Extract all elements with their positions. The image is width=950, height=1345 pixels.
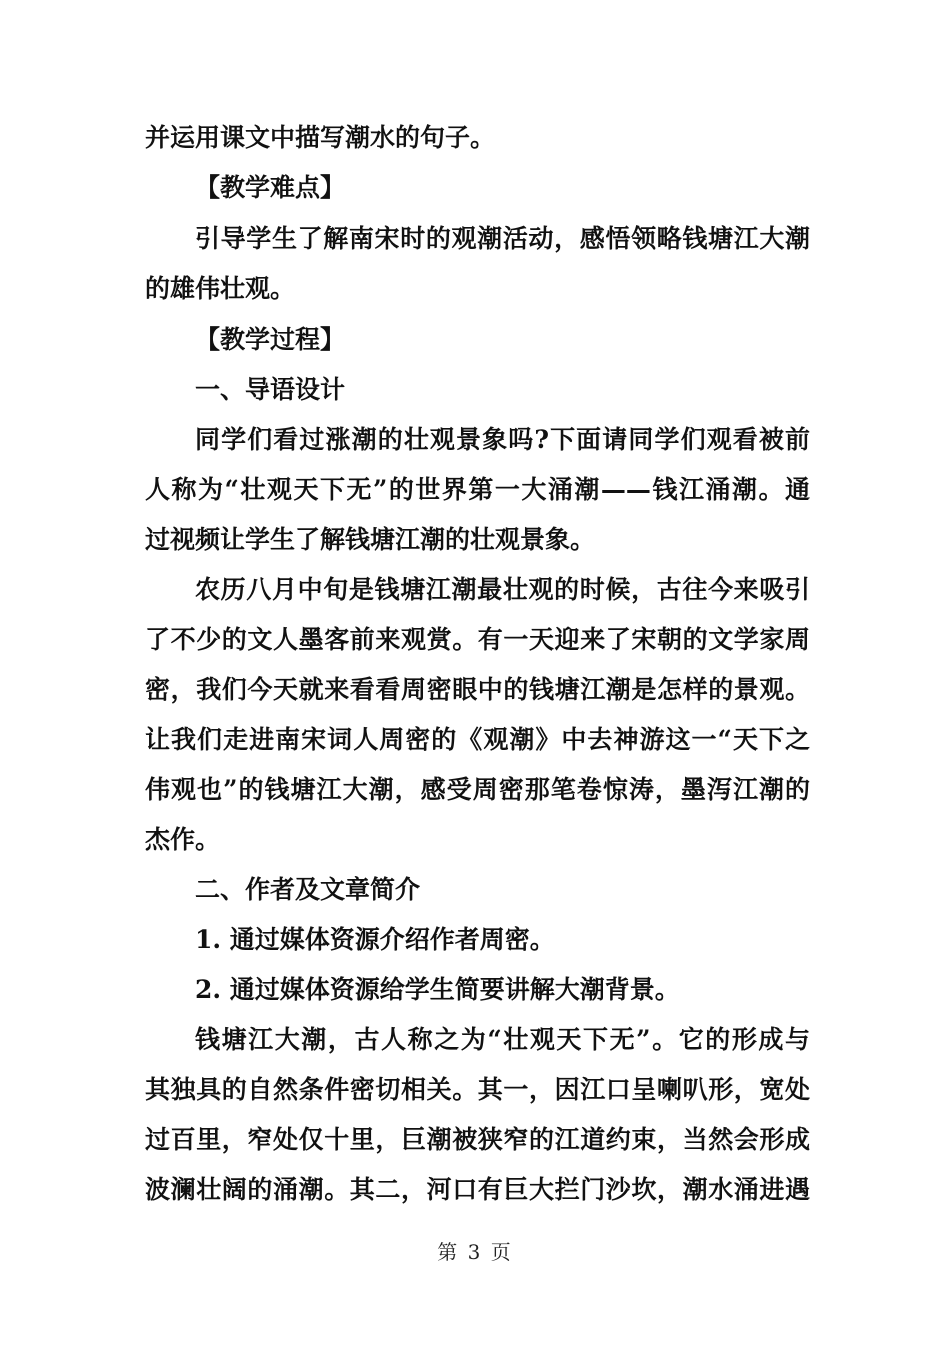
paragraph-line: 人称为“壮观天下无”的世界第一大涌潮——钱江涌潮。通: [145, 475, 810, 504]
paragraph-line: 了不少的文人墨客前来观赏。有一天迎来了宋朝的文学家周: [145, 625, 810, 654]
subsection-heading-author: 二、作者及文章简介: [195, 875, 421, 904]
paragraph-line: 引导学生了解南宋时的观潮活动，感悟领略钱塘江大潮: [195, 224, 810, 253]
paragraph-line: 杰作。: [145, 825, 221, 854]
list-item: 1. 通过媒体资源介绍作者周密。: [195, 925, 555, 954]
paragraph-line: 的雄伟壮观。: [145, 274, 296, 303]
paragraph-line: 农历八月中旬是钱塘江潮最壮观的时候，古往今来吸引: [195, 575, 810, 604]
paragraph-line: 其独具的自然条件密切相关。其一，因江口呈喇叭形，宽处: [145, 1075, 810, 1104]
paragraph-line: 让我们走进南宋词人周密的《观潮》中去神游这一“天下之: [145, 725, 810, 754]
paragraph-line: 过视频让学生了解钱塘江潮的壮观景象。: [145, 525, 596, 554]
paragraph-line: 同学们看过涨潮的壮观景象吗?下面请同学们观看被前: [195, 425, 810, 454]
paragraph-line: 过百里，窄处仅十里，巨潮被狭窄的江道约束，当然会形成: [145, 1125, 810, 1154]
paragraph-line: 钱塘江大潮，古人称之为“壮观天下无”。它的形成与: [195, 1025, 810, 1054]
paragraph-line: 密，我们今天就来看看周密眼中的钱塘江潮是怎样的景观。: [145, 675, 810, 704]
paragraph-line: 并运用课文中描写潮水的句子。: [145, 123, 496, 152]
section-heading-teaching-process: 【教学过程】: [195, 325, 346, 354]
section-heading-teaching-difficulty: 【教学难点】: [195, 173, 346, 202]
paragraph-line: 波澜壮阔的涌潮。其二，河口有巨大拦门沙坎，潮水涌进遇: [145, 1175, 810, 1204]
page-number: 第 3 页: [437, 1240, 513, 1264]
list-item: 2. 通过媒体资源给学生简要讲解大潮背景。: [195, 975, 680, 1004]
subsection-heading-intro: 一、导语设计: [195, 375, 346, 404]
paragraph-line: 伟观也”的钱塘江大潮，感受周密那笔卷惊涛，墨泻江潮的: [145, 775, 810, 804]
